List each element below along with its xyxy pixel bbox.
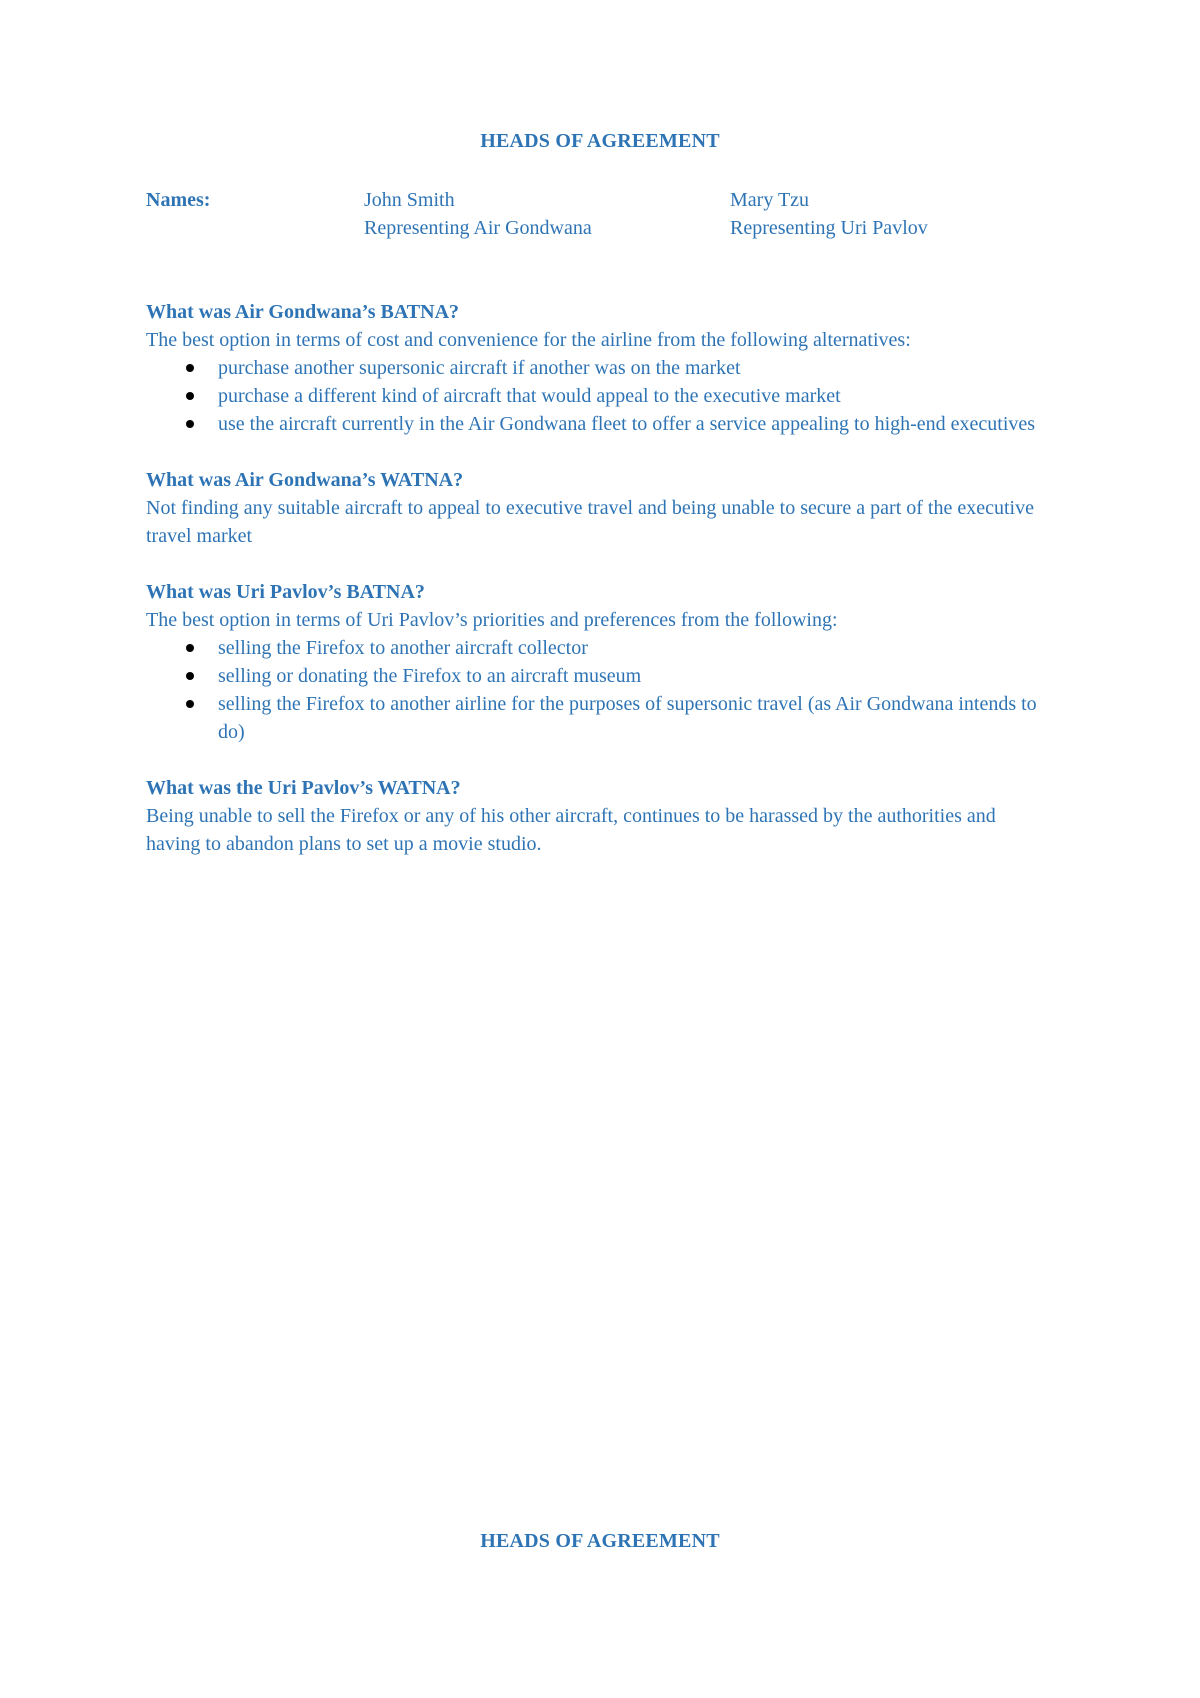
section-text: Being unable to sell the Firefox or any of his other aircraft, continues to be harassed by the authorities and having to abandon plans to set up a movie studio. — [146, 805, 996, 855]
next-page-title: HEADS OF AGREEMENT — [480, 1530, 720, 1552]
list-item-text: purchase a different kind of aircraft that would appeal to the executive market — [218, 385, 841, 407]
bullet-icon — [186, 420, 194, 428]
section-question: What was Air Gondwana’s WATNA? — [146, 469, 464, 491]
section-text: Not finding any suitable aircraft to appeal to executive travel and being unable to secure a part of the executive travel market — [146, 497, 1034, 547]
bullet-icon — [186, 364, 194, 372]
list-item — [146, 354, 1046, 382]
section-question: What was the Uri Pavlov’s WATNA? — [146, 777, 461, 799]
section-text: The best option in terms of cost and convenience for the airline from the following alternatives: — [146, 329, 911, 351]
list-item — [146, 662, 1046, 690]
party-representing: Representing Air Gondwana — [364, 217, 592, 239]
list-item-text: use the aircraft currently in the Air Gondwana fleet to offer a service appealing to high-end executives — [218, 413, 1036, 435]
list-item-text: selling the Firefox to another airline for the purposes of supersonic travel (as Air Gondwana intends to do) — [218, 693, 1037, 743]
list-item-text: selling or donating the Firefox to an aircraft museum — [218, 665, 642, 687]
party-representing: Representing Uri Pavlov — [730, 217, 928, 239]
section-question: What was Uri Pavlov’s BATNA? — [146, 581, 425, 603]
section-air-gondwana-watna — [146, 466, 1046, 550]
section-text: The best option in terms of Uri Pavlov’s priorities and preferences from the following: — [146, 609, 838, 631]
section-uri-pavlov-batna — [146, 578, 1046, 746]
party-uri-pavlov — [730, 186, 928, 242]
list-item — [146, 410, 1046, 438]
list-item-text: selling the Firefox to another aircraft collector — [218, 637, 588, 659]
bullet-list — [146, 634, 1046, 746]
bullet-icon — [186, 700, 194, 708]
bullet-list — [146, 354, 1046, 438]
list-item — [146, 634, 1046, 662]
party-air-gondwana — [364, 186, 592, 242]
section-uri-pavlov-watna — [146, 774, 1046, 858]
list-item-text: purchase another supersonic aircraft if another was on the market — [218, 357, 741, 379]
names-label: Names: — [146, 189, 211, 211]
document-title: HEADS OF AGREEMENT — [480, 130, 720, 152]
bullet-icon — [186, 392, 194, 400]
section-air-gondwana-batna — [146, 298, 1046, 438]
bullet-icon — [186, 644, 194, 652]
list-item — [146, 382, 1046, 410]
party-name: Mary Tzu — [730, 189, 810, 211]
party-name: John Smith — [364, 189, 455, 211]
bullet-icon — [186, 672, 194, 680]
document-content — [146, 298, 1046, 886]
list-item — [146, 690, 1046, 746]
section-question: What was Air Gondwana’s BATNA? — [146, 301, 460, 323]
